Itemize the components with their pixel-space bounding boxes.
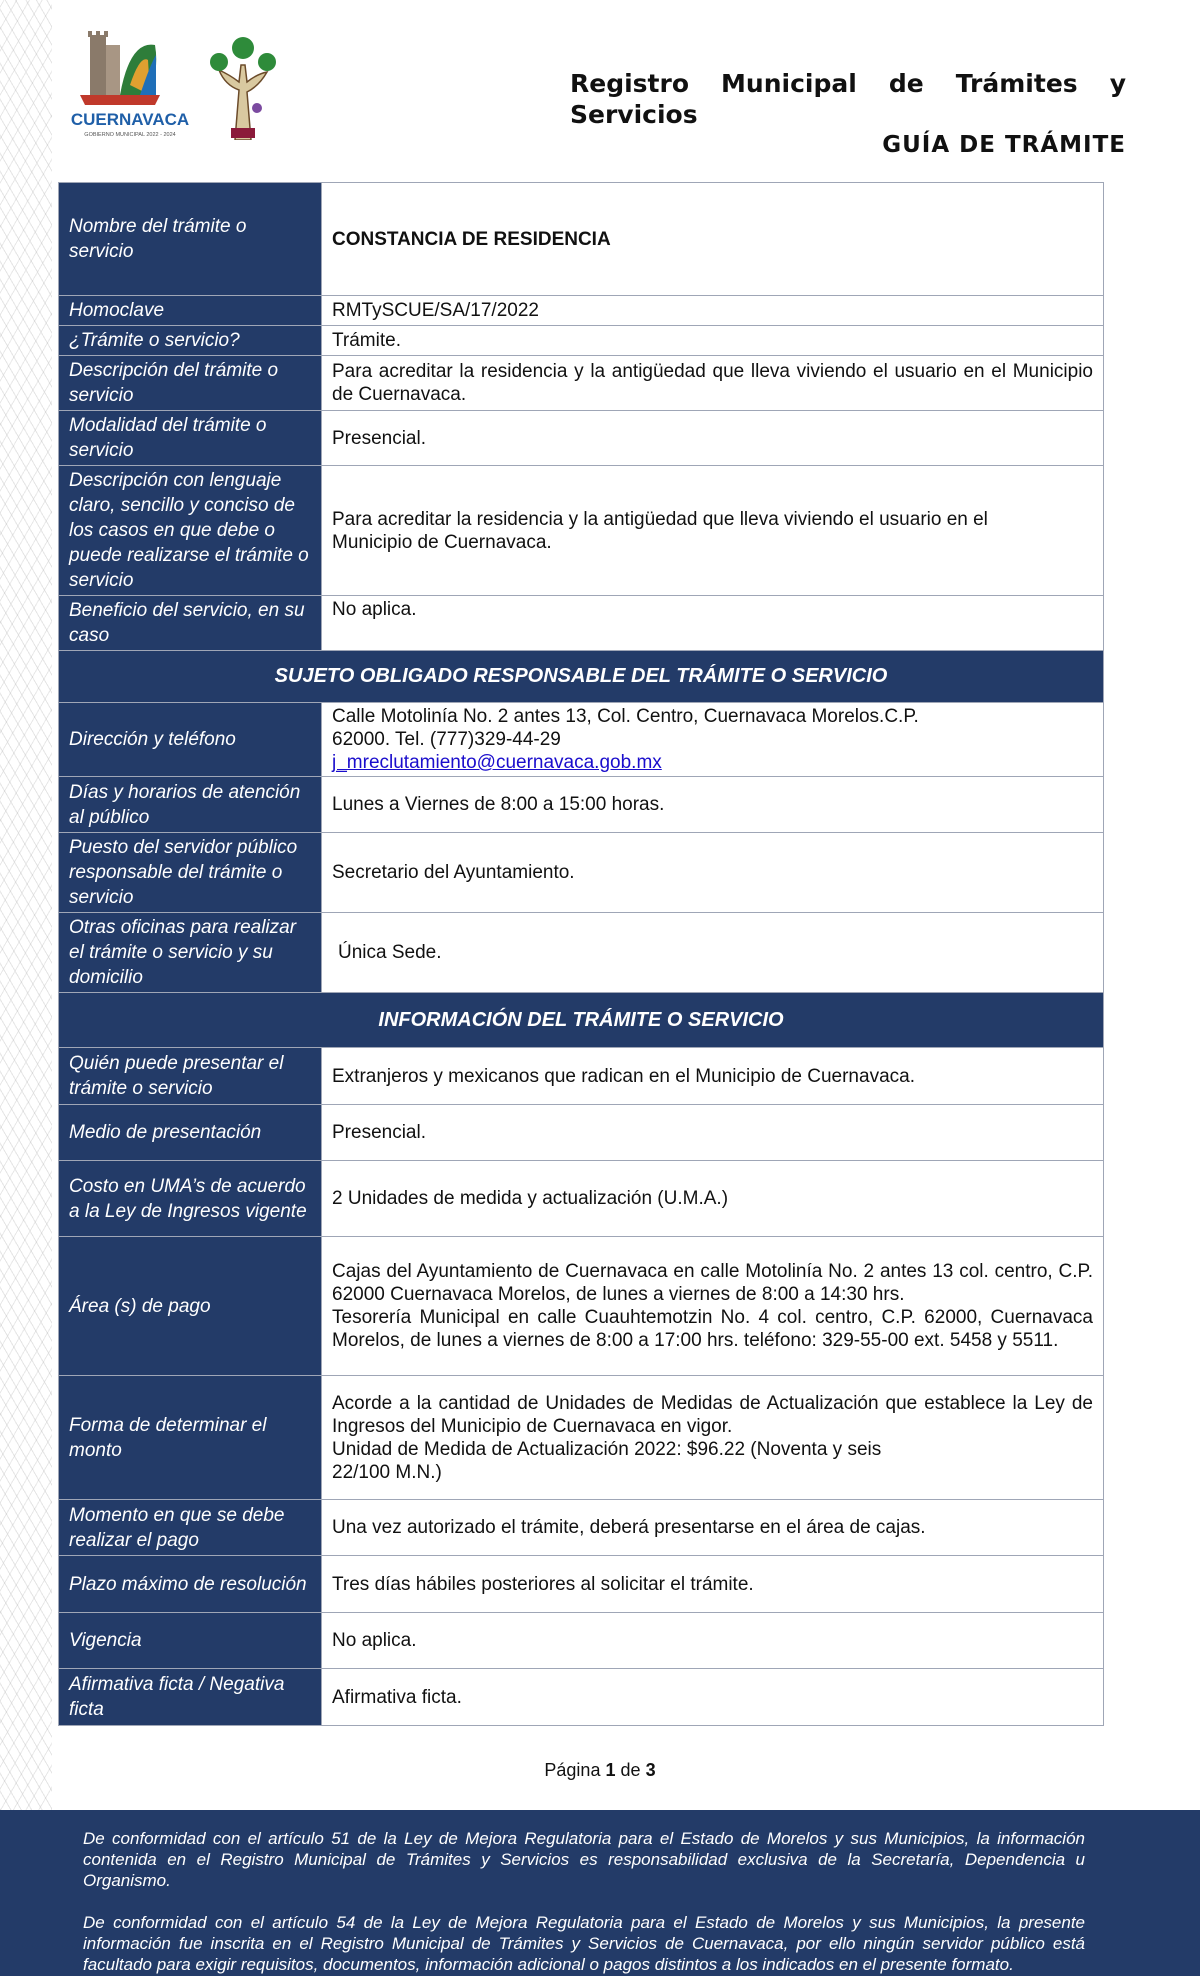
- field-label: Descripción del trámite o servicio: [59, 356, 322, 411]
- section-heading-responsible: SUJETO OBLIGADO RESPONSABLE DEL TRÁMITE O SERVICIO: [59, 651, 1104, 703]
- table-row: [59, 777, 1104, 833]
- field-label: Beneficio del servicio, en su caso: [59, 596, 322, 651]
- registry-title: Registro Municipal de Trámites y Servicios: [570, 69, 1126, 129]
- table-row: [59, 1669, 1104, 1726]
- table-row: [59, 1237, 1104, 1376]
- other-offices-value: Única Sede.: [322, 913, 1104, 993]
- page-total: 3: [645, 1760, 656, 1780]
- page-separator: de: [620, 1760, 641, 1780]
- municipal-emblem-icon: [205, 30, 280, 140]
- table-row: [59, 356, 1104, 411]
- payment-area-2: Tesorería Municipal en calle Cuauhtemotzin No. 4 col. centro, C.P. 62000, Cuernavaca Morelos, de lunes a viernes de 8:00 a 17:00 hrs. teléfono: 329-55-00 ext. 5458 y 5511.: [332, 1307, 1093, 1351]
- footer-paragraph-1: De conformidad con el artículo 51 de la Ley de Mejora Regulatoria para el Estado de Morelos y sus Municipios, la información contenida en el Registro Municipal de Trámites y Servicios es responsabilidad exclusiva de la Secretaría, Dependencia u Organismo.: [83, 1829, 1085, 1890]
- amount-method-2: Unidad de Medida de Actualización 2022: $96.22 (Noventa y seis 22/100 M.N.): [332, 1438, 882, 1483]
- clear-description-value: Para acreditar la residencia y la antigüedad que lleva viviendo el usuario en el Municipio de Cuernavaca.: [322, 466, 1104, 596]
- field-label: Puesto del servidor público responsable del trámite o servicio: [59, 833, 322, 913]
- cuernavaca-logo: [60, 25, 200, 140]
- address-value: Calle Motolinía No. 2 antes 13, Col. Centro, Cuernavaca Morelos.C.P. 62000. Tel. (777)329-44-29: [332, 706, 919, 750]
- table-row: [59, 833, 1104, 913]
- table-row: [59, 466, 1104, 596]
- homoclave-value: RMTySCUE/SA/17/2022: [322, 296, 1104, 326]
- cost-value: 2 Unidades de medida y actualización (U.M.A.): [322, 1161, 1104, 1237]
- guide-subtitle: GUÍA DE TRÁMITE: [882, 132, 1126, 158]
- table-row: [59, 596, 1104, 651]
- table-row: [59, 1105, 1104, 1161]
- benefit-value: No aplica.: [322, 596, 1104, 651]
- ficta-value: Afirmativa ficta.: [322, 1669, 1104, 1726]
- field-label: Días y horarios de atención al público: [59, 777, 322, 833]
- table-row: [59, 703, 1104, 777]
- logo-wordmark: CUERNAVACA: [70, 110, 190, 129]
- field-label: Plazo máximo de resolución: [59, 1556, 322, 1613]
- modality-value: Presencial.: [322, 411, 1104, 466]
- hours-value: Lunes a Viernes de 8:00 a 15:00 horas.: [322, 777, 1104, 833]
- field-label: Costo en UMA’s de acuerdo a la Ley de Ingresos vigente: [59, 1161, 322, 1237]
- section-header-row: [59, 993, 1104, 1048]
- payment-area-1: Cajas del Ayuntamiento de Cuernavaca en calle Motolinía No. 2 antes 13 col. centro, C.P. 62000 Cuernavaca Morelos, de lunes a viernes de 8:00 a 14:30 hrs.: [332, 1261, 1093, 1305]
- field-label: ¿Trámite o servicio?: [59, 326, 322, 356]
- field-label: Otras oficinas para realizar el trámite o servicio y su domicilio: [59, 913, 322, 993]
- table-row: [59, 1048, 1104, 1105]
- term-value: Tres días hábiles posteriores al solicitar el trámite.: [322, 1556, 1104, 1613]
- table-row: [59, 1556, 1104, 1613]
- table-row: [59, 326, 1104, 356]
- section-heading-information: INFORMACIÓN DEL TRÁMITE O SERVICIO: [59, 993, 1104, 1048]
- table-row: [59, 183, 1104, 296]
- email-link[interactable]: j_mreclutamiento@cuernavaca.gob.mx: [332, 752, 662, 773]
- section-header-row: [59, 651, 1104, 703]
- type-value: Trámite.: [322, 326, 1104, 356]
- table-row: [59, 411, 1104, 466]
- legal-footer: [0, 1810, 1200, 1976]
- page-number: [0, 1760, 1200, 1781]
- logo-subtext: GOBIERNO MUNICIPAL 2022 - 2024: [84, 132, 176, 138]
- field-label: Forma de determinar el monto: [59, 1376, 322, 1500]
- field-label: Medio de presentación: [59, 1105, 322, 1161]
- table-row: [59, 1500, 1104, 1556]
- description-value: Para acreditar la residencia y la antigüedad que lleva viviendo el usuario en el Municipio de Cuernavaca.: [322, 356, 1104, 411]
- procedure-table: [58, 182, 1104, 1726]
- field-label: Área (s) de pago: [59, 1237, 322, 1376]
- field-label: Nombre del trámite o servicio: [59, 183, 322, 296]
- table-row: [59, 1376, 1104, 1500]
- field-label: Vigencia: [59, 1613, 322, 1669]
- official-value: Secretario del Ayuntamiento.: [322, 833, 1104, 913]
- payment-area-cell: [322, 1237, 1104, 1376]
- field-label: Quién puede presentar el trámite o servicio: [59, 1048, 322, 1105]
- field-label: Dirección y teléfono: [59, 703, 322, 777]
- payment-moment-value: Una vez autorizado el trámite, deberá presentarse en el área de cajas.: [322, 1500, 1104, 1556]
- field-label: Descripción con lenguaje claro, sencillo y conciso de los casos en que debe o puede realizarse el trámite o servicio: [59, 466, 322, 596]
- who-value: Extranjeros y mexicanos que radican en el Municipio de Cuernavaca.: [322, 1048, 1104, 1105]
- page-prefix: Página: [544, 1760, 601, 1780]
- amount-method-1: Acorde a la cantidad de Unidades de Medidas de Actualización que establece la Ley de Ingresos del Municipio de Cuernavaca en vigor.: [332, 1392, 1093, 1437]
- procedure-name: CONSTANCIA DE RESIDENCIA: [322, 183, 1104, 296]
- field-label: Momento en que se debe realizar el pago: [59, 1500, 322, 1556]
- validity-value: No aplica.: [322, 1613, 1104, 1669]
- footer-paragraph-2: De conformidad con el artículo 54 de la Ley de Mejora Regulatoria para el Estado de Morelos y sus Municipios, la presente información fue inscrita en el Registro Municipal de Trámites y Servicios de Cuernavaca, por ello ningún servidor público está facultado para exigir requisitos, documentos, información adicional o pagos distintos a los indicados en el presente formato.: [83, 1913, 1085, 1974]
- amount-method-cell: [322, 1376, 1104, 1500]
- medium-value: Presencial.: [322, 1105, 1104, 1161]
- decorative-side-pattern: [0, 0, 52, 1810]
- page-current: 1: [605, 1760, 616, 1780]
- table-row: [59, 1613, 1104, 1669]
- field-label: Afirmativa ficta / Negativa ficta: [59, 1669, 322, 1726]
- field-label: Modalidad del trámite o servicio: [59, 411, 322, 466]
- table-row: [59, 913, 1104, 993]
- table-row: [59, 296, 1104, 326]
- table-row: [59, 1161, 1104, 1237]
- address-cell: [322, 703, 1104, 777]
- field-label: Homoclave: [59, 296, 322, 326]
